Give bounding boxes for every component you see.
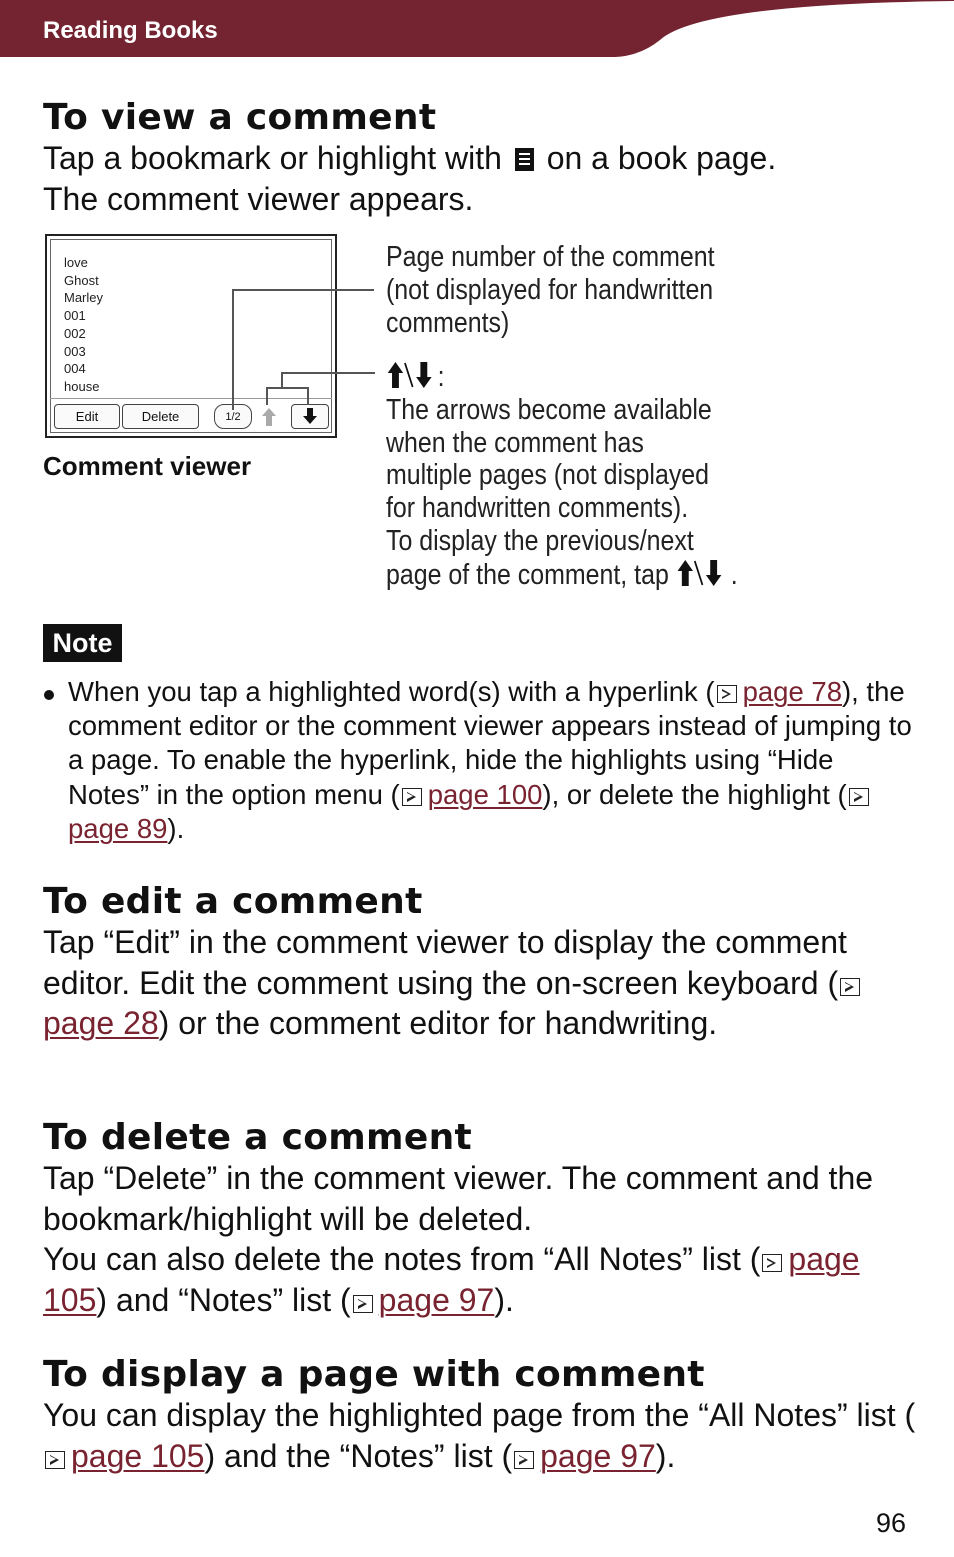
list-item: love: [64, 255, 88, 270]
annotation-arrows: : The arrows become available when the comment has multiple pages (not displayed for handwritten comments). To display the previous/next page of the comment, tap .: [386, 361, 738, 591]
page-reference-icon: [353, 1295, 373, 1313]
next-page-arrow-icon: [293, 405, 327, 427]
page-reference-icon: [717, 685, 737, 703]
comment-viewer-caption: Comment viewer: [43, 451, 252, 481]
page-reference-icon: [514, 1451, 534, 1469]
section-edit-text: Tap “Edit” in the comment viewer to display the comment editor. Edit the comment using the on-screen keyboard (page 28) or the comment editor for handwriting.: [43, 922, 923, 1044]
section-view-text: Tap a bookmark or highlight with on a book page. The comment viewer appears.: [43, 140, 777, 217]
leader-line: [281, 372, 375, 374]
page-reference-icon: [849, 788, 869, 806]
section-title-view: To view a comment: [43, 97, 437, 138]
list-item: Ghost: [64, 272, 99, 288]
delete-button[interactable]: Delete: [122, 404, 199, 429]
note-label: Note: [43, 624, 122, 662]
list-item: Marley: [64, 290, 104, 306]
link-page-89[interactable]: page 89: [68, 812, 168, 844]
up-down-arrows-icon: [676, 558, 731, 588]
leader-line: [307, 387, 309, 405]
section-delete-text: Tap “Delete” in the comment viewer. The comment and the bookmark/highlight will be deleted. You can also delete the notes from “All Notes” list ( page 105) and “Notes” list ( page 97).: [43, 1160, 874, 1318]
section-title-edit: To edit a comment: [43, 881, 423, 922]
page-indicator: 1/2: [214, 404, 252, 429]
leader-line: [232, 289, 234, 410]
link-page-105[interactable]: page 105: [71, 1437, 205, 1474]
prev-page-arrow-icon[interactable]: [256, 405, 282, 429]
link-page-97[interactable]: page 97: [540, 1437, 656, 1474]
link-page-100[interactable]: page 100: [427, 778, 543, 810]
next-page-button[interactable]: [291, 404, 329, 429]
comment-icon: [515, 148, 534, 171]
link-page-105[interactable]: page 105: [43, 1241, 860, 1318]
page-reference-icon: [402, 788, 422, 806]
list-item: 003: [64, 343, 86, 359]
list-item: 001: [64, 308, 86, 324]
leader-line: [281, 372, 283, 388]
page-reference-icon: [45, 1451, 65, 1469]
up-down-arrows-icon: [386, 360, 438, 390]
page-number: 96: [876, 1508, 907, 1538]
section-display-text: You can display the highlighted page from the “All Notes” list (page 105) and the “Notes” list ( page 97).: [43, 1397, 916, 1474]
comment-viewer-screenshot: [45, 234, 337, 438]
list-item: house: [64, 378, 100, 394]
header-title: Reading Books: [43, 17, 218, 44]
page-reference-icon: [840, 978, 860, 996]
leader-line: [266, 387, 268, 405]
section-title-delete: To delete a comment: [43, 1117, 473, 1158]
leader-line: [266, 387, 309, 389]
link-page-78[interactable]: page 78: [742, 676, 842, 707]
bullet-icon: [44, 690, 54, 700]
edit-button[interactable]: Edit: [54, 404, 120, 429]
list-item: 004: [64, 361, 86, 377]
annotation-page-number: Page number of the comment (not displayed for handwritten comments): [386, 241, 715, 339]
list-item: 002: [64, 325, 86, 341]
note-text: When you tap a highlighted word(s) with a hyperlink ( page 78), the comment editor or the comment viewer appears instead of jumping to a page. To enable the hyperlink, hide the highlights using “Hide Notes” in the option menu ( page 100), or delete the highlight (page 89).: [68, 676, 912, 844]
link-page-28[interactable]: page 28: [43, 1005, 159, 1041]
comment-viewer-list: [64, 254, 103, 396]
leader-line: [232, 289, 374, 291]
section-title-display: To display a page with comment: [43, 1354, 705, 1395]
page-reference-icon: [762, 1254, 782, 1272]
link-page-97[interactable]: page 97: [378, 1281, 495, 1318]
